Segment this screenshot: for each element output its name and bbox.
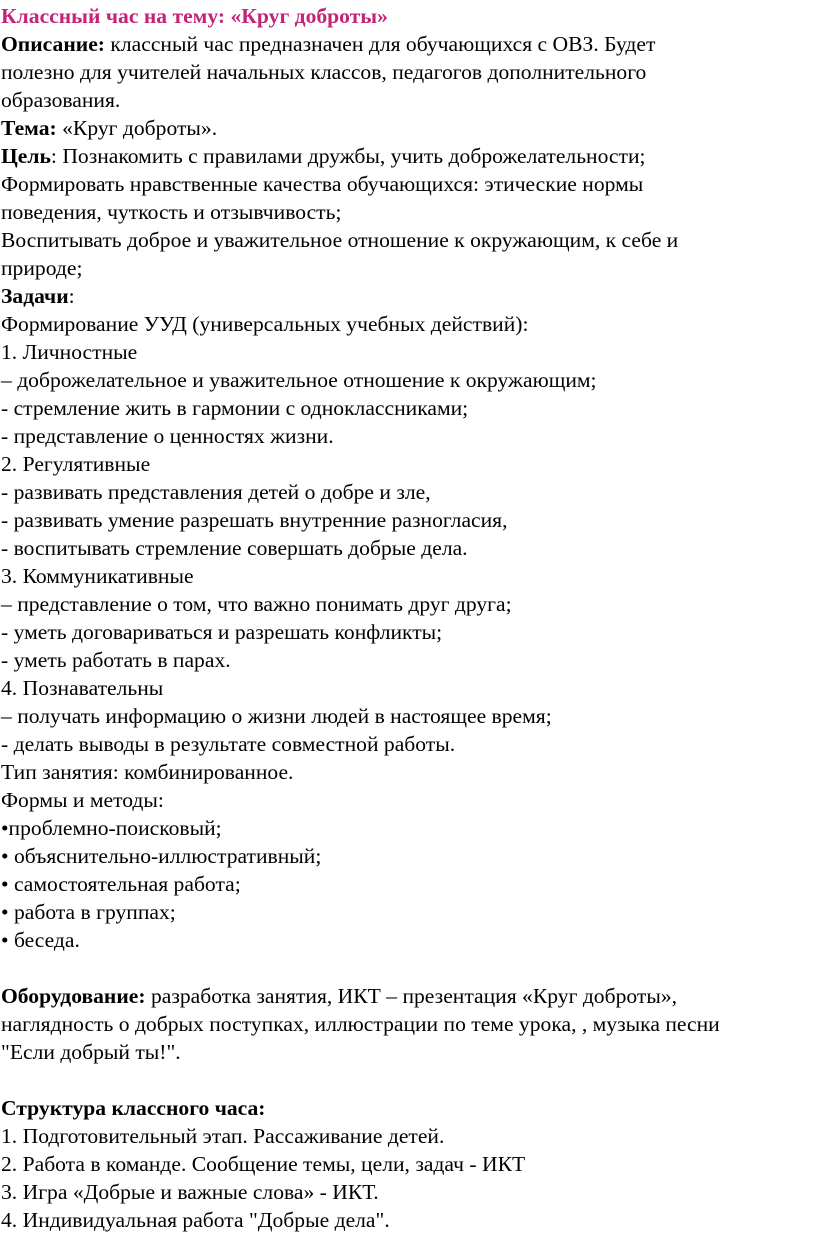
tasks-line: – получать информацию о жизни людей в настоящее время; [1, 704, 552, 728]
equipment-label: Оборудование: [1, 984, 146, 1008]
goal-line: природе; [1, 256, 83, 280]
tasks-line: - делать выводы в результате совместной работы. [1, 732, 456, 756]
goal-line: поведения, чуткость и отзывчивость; [1, 200, 342, 224]
tasks-line: - уметь работать в парах. [1, 648, 231, 672]
description-line: полезно для учителей начальных классов, педагогов дополнительного [1, 60, 647, 84]
tasks-line: - воспитывать стремление совершать добрые дела. [1, 536, 468, 560]
equipment-line: "Если добрый ты!". [1, 1040, 181, 1064]
tasks-line: 1. Личностные [1, 340, 138, 364]
structure-label: Структура классного часа: [1, 1096, 266, 1120]
equipment-text: разработка занятия, ИКТ – презентация «Круг доброты», [145, 984, 678, 1008]
description-label: Описание: [1, 32, 105, 56]
tasks-line: •проблемно-поисковый; [1, 816, 222, 840]
structure-item: 4. Индивидуальная работа "Добрые дела". [1, 1208, 390, 1232]
paragraph-gap [1, 1066, 816, 1094]
tasks-line: - развивать умение разрешать внутренние разногласия, [1, 508, 508, 532]
tasks-line: – доброжелательное и уважительное отношение к окружающим; [1, 368, 597, 392]
tasks-line: - уметь договариваться и разрешать конфликты; [1, 620, 443, 644]
tasks-line: 4. Познавательны [1, 676, 164, 700]
equipment-section [1, 982, 816, 1066]
structure-item: 3. Игра «Добрые и важные слова» - ИКТ. [1, 1180, 379, 1204]
tasks-line: Формы и методы: [1, 788, 164, 812]
document-title: Классный час на тему: «Круг доброты» [1, 4, 388, 28]
description-text: классный час предназначен для обучающихся с ОВЗ. Будет [104, 32, 656, 56]
tasks-line: 3. Коммуникативные [1, 564, 194, 588]
description-section [1, 30, 816, 114]
tasks-line: - развивать представления детей о добре и зле, [1, 480, 431, 504]
goal-text: : Познакомить с правилами дружбы, учить доброжелательности; [50, 144, 646, 168]
tasks-line: - стремление жить в гармонии с одноклассниками; [1, 396, 469, 420]
tasks-line: Тип занятия: комбинированное. [1, 760, 294, 784]
tasks-line: • работа в группах; [1, 900, 176, 924]
theme-label: Тема: [1, 116, 57, 140]
tasks-colon: : [68, 284, 75, 308]
tasks-line: 2. Регулятивные [1, 452, 151, 476]
paragraph-gap [1, 954, 816, 982]
theme-text: «Круг доброты». [56, 116, 218, 140]
goal-line: Формировать нравственные качества обучающихся: этические нормы [1, 172, 644, 196]
theme-section [1, 114, 816, 142]
goal-section [1, 142, 816, 282]
tasks-line: • объяснительно-иллюстративный; [1, 844, 322, 868]
tasks-line: - представление о ценностях жизни. [1, 424, 334, 448]
structure-section [1, 1094, 816, 1234]
tasks-line: Формирование УУД (универсальных учебных действий): [1, 312, 529, 336]
tasks-label: Задачи [1, 284, 69, 308]
goal-label: Цель [1, 144, 51, 168]
goal-line: Воспитывать доброе и уважительное отношение к окружающим, к себе и [1, 228, 679, 252]
tasks-line: • самостоятельная работа; [1, 872, 241, 896]
structure-item: 2. Работа в команде. Сообщение темы, цели, задач - ИКТ [1, 1152, 526, 1176]
description-line: образования. [1, 88, 121, 112]
structure-item: 1. Подготовительный этап. Рассаживание детей. [1, 1124, 445, 1148]
tasks-section [1, 282, 816, 954]
equipment-line: наглядность о добрых поступках, иллюстрации по теме урока, , музыка песни [1, 1012, 720, 1036]
tasks-line: • беседа. [1, 928, 80, 952]
tasks-line: – представление о том, что важно понимать друг друга; [1, 592, 512, 616]
